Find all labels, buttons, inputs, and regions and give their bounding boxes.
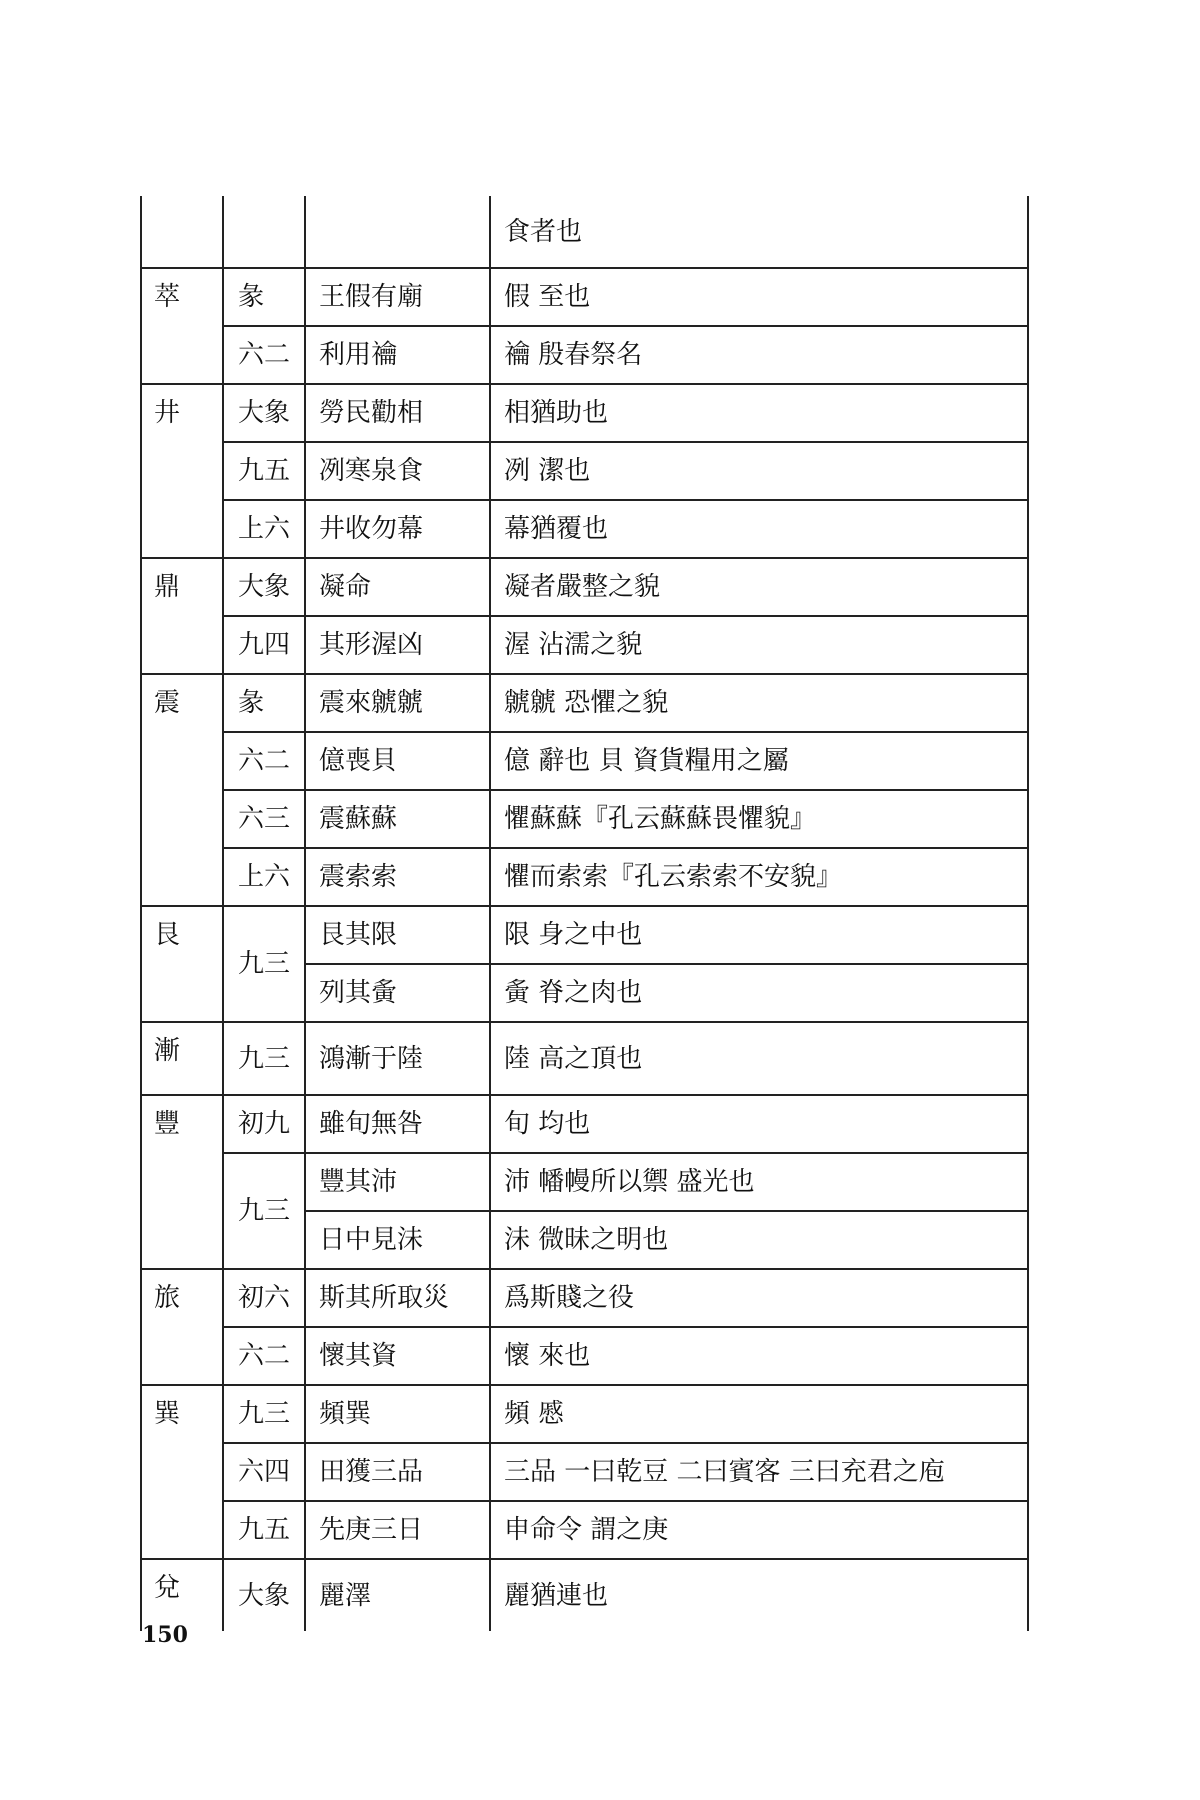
phrase-cell: 其形渥凶 — [305, 616, 490, 674]
line-position-cell: 大象 — [223, 1559, 305, 1631]
table-row — [141, 1327, 1028, 1385]
hexagram-cell: 巽 — [141, 1385, 223, 1559]
phrase-cell: 勞民勸相 — [305, 384, 490, 442]
phrase-cell: 王假有廟 — [305, 268, 490, 326]
gloss-table-body — [141, 196, 1028, 1631]
gloss-cell: 懼而索索『孔云索索不安貌』 — [490, 848, 1028, 906]
gloss-cell: 禴 殷春祭名 — [490, 326, 1028, 384]
table-row — [141, 558, 1028, 616]
gloss-cell: 相猶助也 — [490, 384, 1028, 442]
table-row — [141, 1559, 1028, 1631]
hexagram-cell: 鼎 — [141, 558, 223, 674]
phrase-cell: 雖旬無咎 — [305, 1095, 490, 1153]
phrase-cell: 日中見沬 — [305, 1211, 490, 1269]
table-row — [141, 732, 1028, 790]
phrase-cell: 列其夤 — [305, 964, 490, 1022]
gloss-cell: 億 辭也 貝 資貨糧用之屬 — [490, 732, 1028, 790]
line-position-cell: 六三 — [223, 790, 305, 848]
table-row — [141, 906, 1028, 964]
phrase-cell: 田獲三品 — [305, 1443, 490, 1501]
gloss-cell: 幕猶覆也 — [490, 500, 1028, 558]
gloss-cell: 懼蘇蘇『孔云蘇蘇畏懼貌』 — [490, 790, 1028, 848]
line-position-cell: 初六 — [223, 1269, 305, 1327]
line-position-cell: 九三 — [223, 1022, 305, 1095]
line-position-cell: 九五 — [223, 442, 305, 500]
phrase-cell: 凝命 — [305, 558, 490, 616]
gloss-table — [140, 196, 1029, 1631]
gloss-cell: 陸 高之頂也 — [490, 1022, 1028, 1095]
gloss-cell: 沬 微昧之明也 — [490, 1211, 1028, 1269]
table-row — [141, 268, 1028, 326]
phrase-cell: 斯其所取災 — [305, 1269, 490, 1327]
hexagram-cell: 豐 — [141, 1095, 223, 1269]
gloss-cell: 旬 均也 — [490, 1095, 1028, 1153]
phrase-cell: 震索索 — [305, 848, 490, 906]
gloss-cell: 食者也 — [490, 196, 1028, 268]
line-position-cell: 六二 — [223, 732, 305, 790]
gloss-cell: 假 至也 — [490, 268, 1028, 326]
gloss-cell: 凝者嚴整之貌 — [490, 558, 1028, 616]
table-row — [141, 1269, 1028, 1327]
line-position-cell: 彖 — [223, 674, 305, 732]
table-row — [141, 196, 1028, 268]
line-position-cell: 初九 — [223, 1095, 305, 1153]
phrase-cell: 豐其沛 — [305, 1153, 490, 1211]
gloss-cell: 頻 慼 — [490, 1385, 1028, 1443]
table-row — [141, 674, 1028, 732]
hexagram-cell — [141, 196, 223, 268]
gloss-cell: 麗猶連也 — [490, 1559, 1028, 1631]
phrase-cell: 冽寒泉食 — [305, 442, 490, 500]
phrase-cell: 震蘇蘇 — [305, 790, 490, 848]
phrase-cell: 利用禴 — [305, 326, 490, 384]
line-position-cell: 大象 — [223, 558, 305, 616]
gloss-cell: 懷 來也 — [490, 1327, 1028, 1385]
table-row — [141, 1153, 1028, 1211]
line-position-cell: 六二 — [223, 1327, 305, 1385]
hexagram-cell: 漸 — [141, 1022, 223, 1095]
table-row — [141, 1095, 1028, 1153]
page-number: 150 — [142, 1622, 188, 1648]
hexagram-cell: 萃 — [141, 268, 223, 384]
phrase-cell: 麗澤 — [305, 1559, 490, 1631]
table-row — [141, 1022, 1028, 1095]
line-position-cell — [223, 196, 305, 268]
phrase-cell: 先庚三日 — [305, 1501, 490, 1559]
line-position-cell: 九五 — [223, 1501, 305, 1559]
phrase-cell: 震來虩虩 — [305, 674, 490, 732]
hexagram-cell: 艮 — [141, 906, 223, 1022]
phrase-cell — [305, 196, 490, 268]
line-position-cell: 上六 — [223, 500, 305, 558]
table-row — [141, 790, 1028, 848]
gloss-cell: 沛 幡幔所以禦 盛光也 — [490, 1153, 1028, 1211]
table-row — [141, 848, 1028, 906]
line-position-cell: 六二 — [223, 326, 305, 384]
gloss-cell: 夤 脊之肉也 — [490, 964, 1028, 1022]
line-position-cell: 九四 — [223, 616, 305, 674]
table-row — [141, 500, 1028, 558]
table-row — [141, 326, 1028, 384]
table-row — [141, 384, 1028, 442]
table-row — [141, 442, 1028, 500]
table-row — [141, 1443, 1028, 1501]
gloss-cell: 虩虩 恐懼之貌 — [490, 674, 1028, 732]
phrase-cell: 懷其資 — [305, 1327, 490, 1385]
phrase-cell: 頻巽 — [305, 1385, 490, 1443]
hexagram-cell: 兌 — [141, 1559, 223, 1631]
table-row — [141, 1501, 1028, 1559]
hexagram-cell: 井 — [141, 384, 223, 558]
phrase-cell: 億喪貝 — [305, 732, 490, 790]
gloss-cell: 三品 一曰乾豆 二曰賓客 三曰充君之庖 — [490, 1443, 1028, 1501]
phrase-cell: 井收勿幕 — [305, 500, 490, 558]
hexagram-cell: 震 — [141, 674, 223, 906]
gloss-cell: 限 身之中也 — [490, 906, 1028, 964]
line-position-cell: 九三 — [223, 906, 305, 1022]
line-position-cell: 六四 — [223, 1443, 305, 1501]
phrase-cell: 艮其限 — [305, 906, 490, 964]
gloss-cell: 渥 沾濡之貌 — [490, 616, 1028, 674]
gloss-cell: 冽 潔也 — [490, 442, 1028, 500]
table-row — [141, 616, 1028, 674]
line-position-cell: 彖 — [223, 268, 305, 326]
line-position-cell: 九三 — [223, 1385, 305, 1443]
hexagram-cell: 旅 — [141, 1269, 223, 1385]
line-position-cell: 大象 — [223, 384, 305, 442]
table-row — [141, 1385, 1028, 1443]
phrase-cell: 鴻漸于陸 — [305, 1022, 490, 1095]
gloss-cell: 申命令 謂之庚 — [490, 1501, 1028, 1559]
line-position-cell: 上六 — [223, 848, 305, 906]
gloss-cell: 爲斯賤之役 — [490, 1269, 1028, 1327]
line-position-cell: 九三 — [223, 1153, 305, 1269]
